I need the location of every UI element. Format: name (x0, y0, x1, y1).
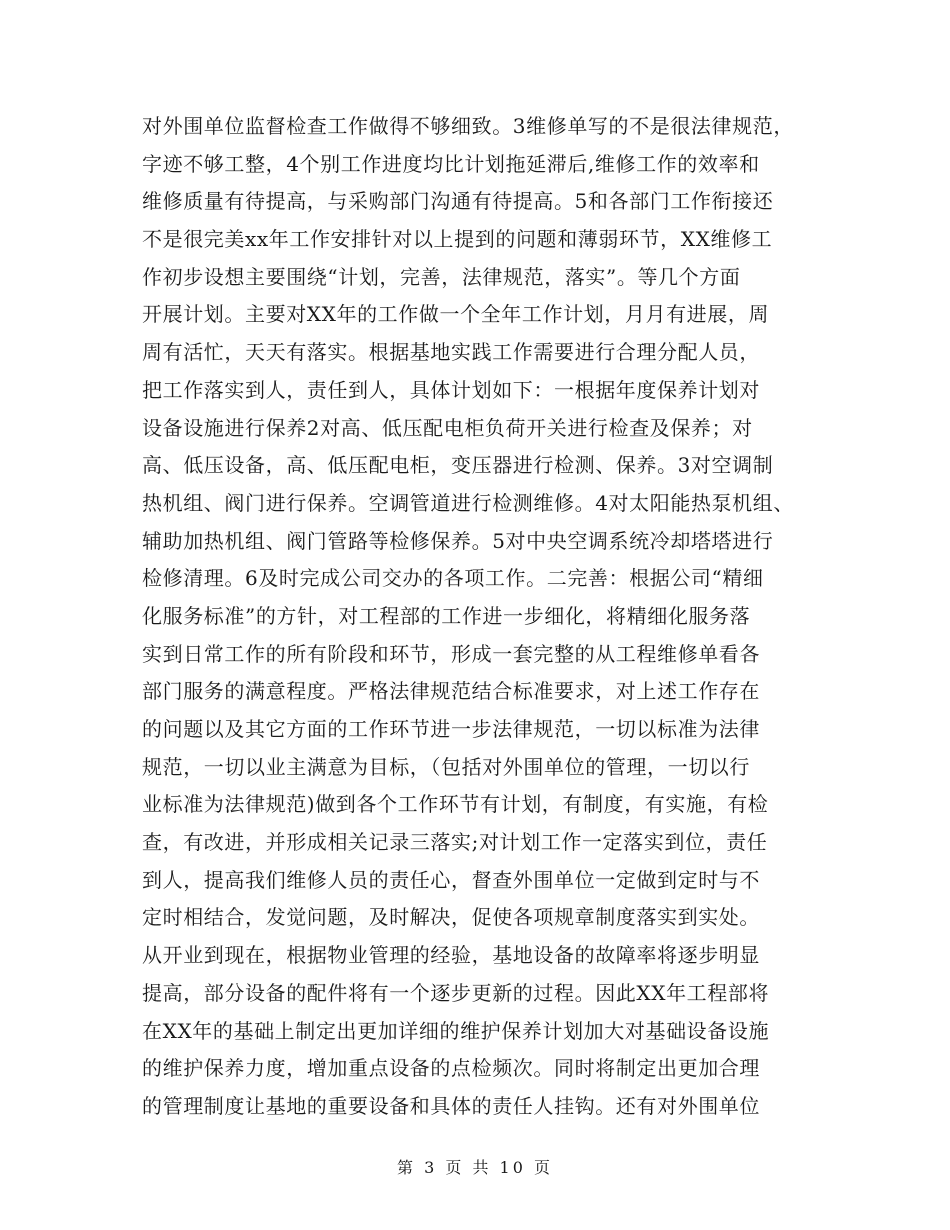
text-line-4: 不是很完美xx年工作安排针对以上提到的问题和薄弱环节，XX维修工 (142, 227, 773, 252)
text-line-3: 维修质量有待提高，与采购部门沟通有待提高。5和各部门工作衔接还 (142, 189, 774, 214)
text-line-22: 定时相结合，发觉问题，及时解决，促使各项规章制度落实到实处。 (142, 905, 760, 930)
text-line-19: 业标准为法律规范)做到各个工作环节有计划，有制度，有实施，有检 (142, 792, 769, 817)
text-line-2: 字迹不够工整，4个别工作进度均比计划拖延滞后,维修工作的效率和 (142, 151, 760, 176)
text-line-13: 检修清理。6及时完成公司交办的各项工作。二完善：根据公司“精细 (142, 566, 764, 591)
text-line-17: 的问题以及其它方面的工作环节进一步法律规范，一切以标准为法律 (142, 717, 760, 741)
text-line-27: 的管理制度让基地的重要设备和具体的责任人挂钩。还有对外围单位 (142, 1093, 760, 1118)
text-line-23: 从开业到现在，根据物业管理的经验，基地设备的故障率将逐步明显 (142, 943, 760, 968)
text-line-12: 辅助加热机组、阀门管路等检修保养。5对中央空调系统冷却塔塔进行 (142, 528, 774, 553)
text-line-18: 规范，一切以业主满意为目标，（包括对外围单位的管理，一切以行 (142, 754, 750, 779)
page-number-footer: 第 3 页 共 10 页 (397, 1158, 553, 1177)
text-line-16: 部门服务的满意程度。严格法律规范结合标准要求，对上述工作存在 (142, 679, 760, 704)
text-line-24: 提高，部分设备的配件将有一个逐步更新的过程。因此XX年工程部将 (142, 980, 770, 1005)
text-line-21: 到人，提高我们维修人员的责任心，督查外围单位一定做到定时与不 (142, 867, 760, 892)
text-line-10: 高、低压设备，高、低压配电柜，变压器进行检测、保养。3对空调制 (142, 453, 774, 478)
text-line-26: 的维护保养力度，增加重点设备的点检频次。同时将制定出更加合理 (142, 1056, 760, 1081)
text-line-14: 化服务标准”的方针，对工程部的工作进一步细化，将精细化服务落 (142, 603, 751, 628)
text-line-7: 周有活忙，天天有落实。根据基地实践工作需要进行合理分配人员， (142, 340, 760, 365)
text-line-20: 查，有改进，并形成相关记录三落实;对计划工作一定落实到位，责任 (142, 830, 768, 855)
text-line-9: 设备设施进行保养2对高、低压配电柜负荷开关进行检查及保养；对 (142, 415, 753, 440)
text-line-6: 开展计划。主要对XX年的工作做一个全年工作计划，月月有进展，周 (142, 302, 770, 327)
text-line-5: 作初步设想主要围绕“计划，完善，法律规范，落实”。等几个方面 (142, 264, 741, 289)
body-text (142, 108, 822, 1126)
text-line-15: 实到日常工作的所有阶段和环节，形成一套完整的从工程维修单看各 (142, 641, 760, 666)
text-line-25: 在XX年的基础上制定出更加详细的维护保养计划加大对基础设备设施 (142, 1018, 770, 1043)
text-line-11: 热机组、阀门进行保养。空调管道进行检测维修。4对太阳能热泵机组、 (142, 490, 794, 515)
text-line-1: 对外围单位监督检查工作做得不够细致。3维修单写的不是很法律规范， (142, 114, 794, 138)
text-line-8: 把工作落实到人，责任到人，具体计划如下：一根据年度保养计划对 (142, 377, 760, 402)
